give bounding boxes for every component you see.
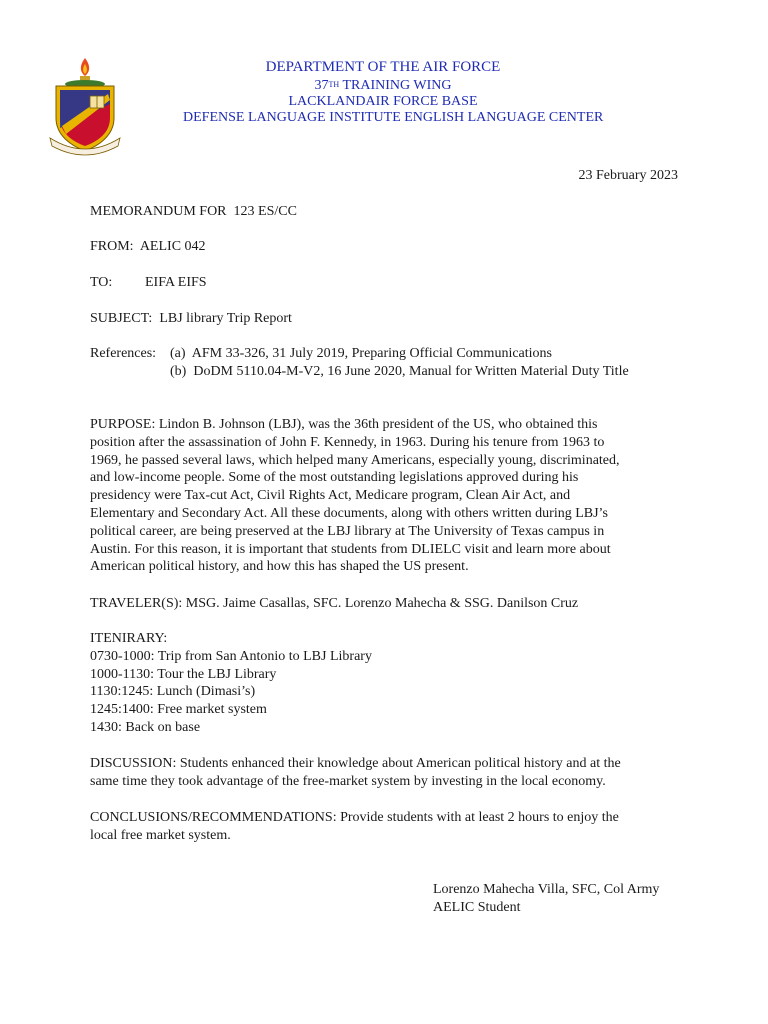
conclusions-paragraph: CONCLUSIONS/RECOMMENDATIONS: Provide students with at least 2 hours to enjoy the local free market system. bbox=[90, 810, 619, 843]
reference-item: (a) AFM 33-326, 31 July 2019, Preparing Official Communications bbox=[170, 346, 552, 361]
itinerary-item: 0730-1000: Trip from San Antonio to LBJ Library bbox=[90, 648, 372, 664]
references-label: References: bbox=[90, 346, 157, 361]
memo-subject: SUBJECT: LBJ library Trip Report bbox=[90, 311, 292, 326]
purpose-paragraph: PURPOSE: Lindon B. Johnson (LBJ), was the 36th president of the US, who obtained this position after the assassination of John F. Kennedy, in 1963. During his tenure from 1963 to 1969, he passed several laws, which helped many Americans, especially young, discriminated, and low-income people. Some of the most outstanding legislations approved during his presidency were Tax-cut Act, Civil Rights Act, Medicare program, Clean Air Act, and Elementary and Secondary Act. All these documents, along with others written during LBJ’s political career, are being preserved at the LBJ library at The University of Texas campus in Austin. For this reason, it is important that students from DLIELC visit and learn more about American political history, and how this has shaped the US present. bbox=[90, 417, 620, 575]
memo-to: TO: EIFA EIFS bbox=[90, 275, 207, 290]
itinerary-label: ITENIRARY: bbox=[90, 631, 168, 646]
signature-name: Lorenzo Mahecha Villa, SFC, Col Army bbox=[433, 882, 660, 897]
letterhead-base: LACKLANDAIR FORCE BASE bbox=[288, 94, 478, 109]
itinerary-item: 1000-1130: Tour the LBJ Library bbox=[90, 666, 277, 682]
reference-item: (b) DoDM 5110.04-M-V2, 16 June 2020, Manual for Written Material Duty Title bbox=[170, 364, 629, 379]
discussion-paragraph: DISCUSSION: Students enhanced their knowledge about American political history and at the same time they took advantage of the free-market system by investing in the local economy. bbox=[90, 756, 621, 789]
travelers: TRAVELER(S): MSG. Jaime Casallas, SFC. Lorenzo Mahecha & SSG. Danilson Cruz bbox=[90, 596, 579, 611]
signature-title: AELIC Student bbox=[433, 900, 521, 915]
itinerary-section bbox=[90, 630, 680, 737]
itinerary-item: 1130:1245: Lunch (Dimasi’s) bbox=[90, 684, 256, 700]
itinerary-item: 1245:1400: Free market system bbox=[90, 702, 267, 718]
letterhead-wing: 37TH TRAINING WING bbox=[314, 78, 452, 93]
memorandum-for: MEMORANDUM FOR 123 ES/CC bbox=[90, 204, 297, 219]
memo-from: FROM: AELIC 042 bbox=[90, 239, 206, 254]
unit-emblem bbox=[46, 56, 124, 156]
letterhead-department: DEPARTMENT OF THE AIR FORCE bbox=[265, 59, 501, 75]
letterhead-institute: DEFENSE LANGUAGE INSTITUTE ENGLISH LANGUAGE CENTER bbox=[183, 110, 604, 125]
itinerary-item: 1430: Back on base bbox=[90, 719, 201, 735]
memo-date: 23 February 2023 bbox=[578, 168, 678, 183]
